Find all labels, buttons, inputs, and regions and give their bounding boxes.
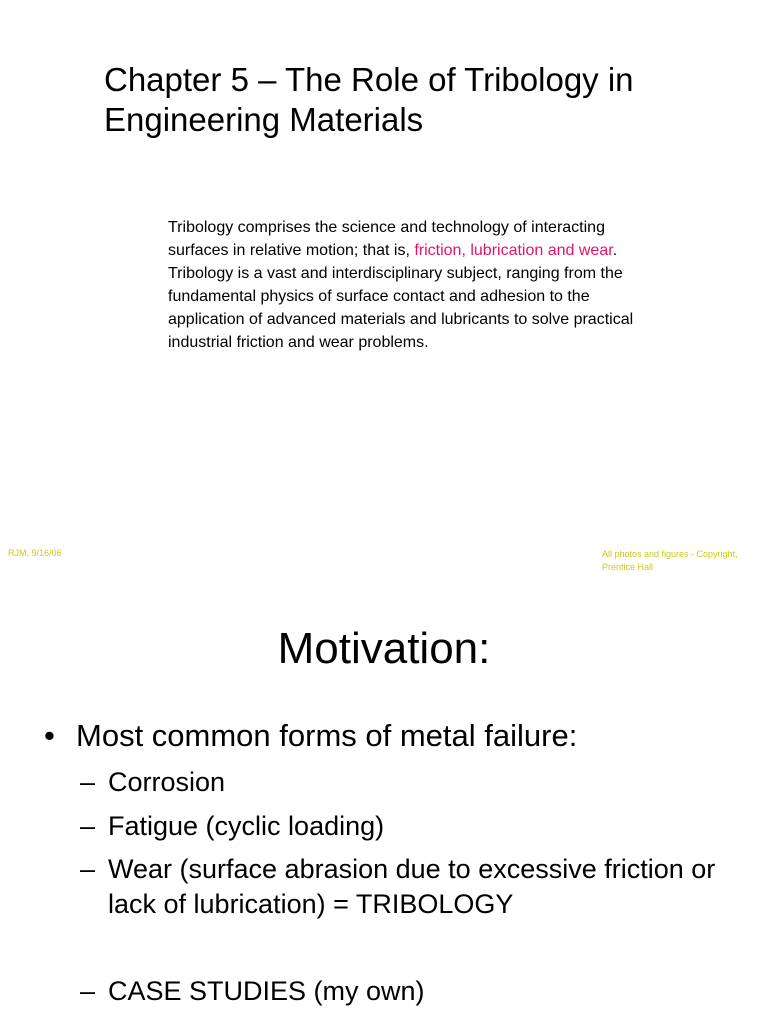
sub-item-fatigue — [80, 809, 740, 844]
sub-item-wear — [80, 852, 740, 922]
motivation-title: Motivation: — [277, 624, 491, 673]
dash-marker: – — [80, 811, 96, 841]
slide-motivation — [0, 590, 768, 1024]
dash-marker: – — [80, 767, 96, 797]
sub-item-case-studies — [80, 974, 740, 1009]
definition-paragraph — [168, 216, 638, 354]
dash-marker: – — [80, 976, 96, 1006]
sub-item-text: CASE STUDIES (my own) — [108, 976, 425, 1006]
slide-title: Chapter 5 – The Role of Tribology in Engineering Materials — [104, 61, 634, 138]
author-date-footer: RJM, 9/16/06 — [8, 548, 62, 558]
definition-text-start: Tribology comprises the science and technology of interacting surfaces in relative motion; that is, — [168, 219, 605, 259]
sub-item-text: Fatigue (cyclic loading) — [108, 811, 385, 841]
bullet-dot: • — [44, 718, 55, 753]
copyright-footer: All photos and figures - Copyright, Prentice Hall — [602, 549, 738, 572]
bullet-item — [44, 718, 744, 754]
dash-marker: – — [80, 854, 96, 884]
sub-item-text: Corrosion — [108, 767, 226, 797]
sub-item-text: Wear (surface abrasion due to excessive friction or lack of lubrication) = TRIBOLOGY — [108, 854, 716, 919]
definition-highlight: friction, lubrication and wear — [414, 242, 613, 259]
sub-item-corrosion — [80, 765, 740, 800]
definition-text-end: . Tribology is a vast and interdisciplinary subject, ranging from the fundamental physics of surface contact and adhesion to the application of advanced materials and lubricants to solve practical industrial friction and wear problems. — [168, 242, 634, 351]
bullet-text: Most common forms of metal failure: — [76, 718, 578, 753]
